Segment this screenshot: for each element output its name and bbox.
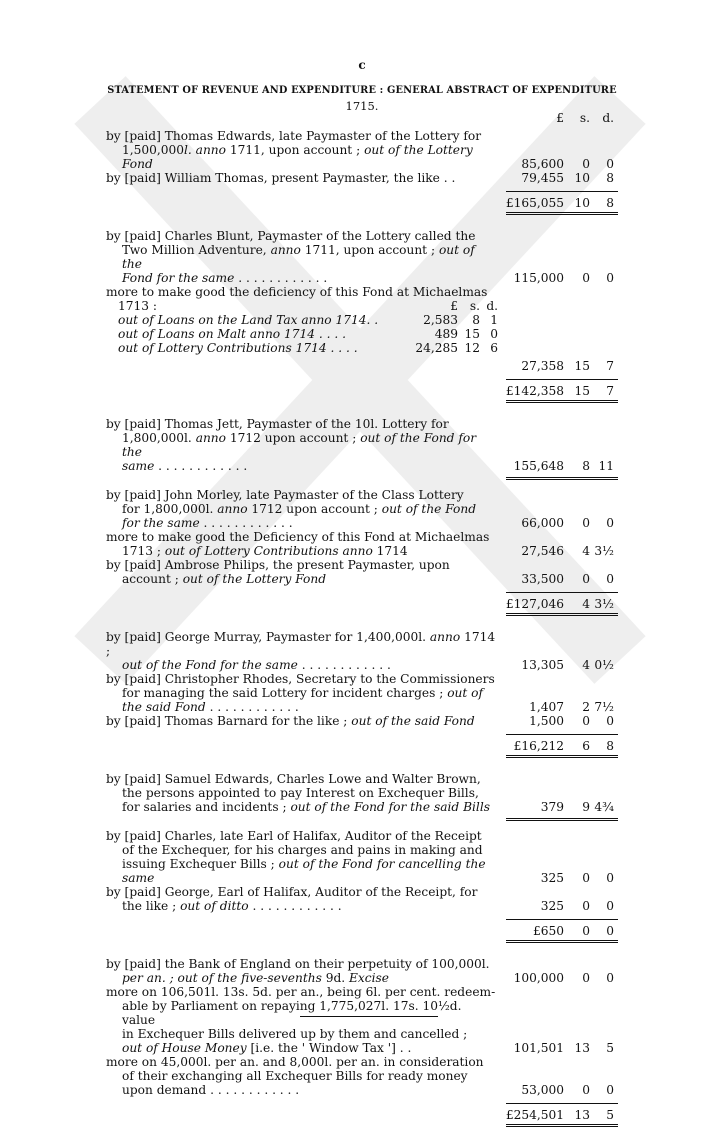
column-header [106,111,618,125]
entry-row: for the same . . . . . . . . . . . . 66,000 0 0 [122,516,614,530]
entry-row: the like ; out of ditto . . . . . . . . . . . . 325 0 0 [122,899,614,913]
entry-row: able by Parliament on repaying 1,775,027l. 17s. 10½d. value [122,999,462,1027]
entry-row: out of House Money [i.e. the ' Window Tax '] . . 101,501 13 5 [122,1041,614,1055]
sub-header: 1713 : £ s. d. [118,299,498,313]
entry-row: more on 106,501l. 13s. 5d. per an., being 6l. per cent. redeem- [106,985,496,999]
entry-row: by [paid] Thomas Barnard for the like ; out of the said Fond 1,500 0 0 [106,714,614,728]
entry-row: of the Exchequer, for his charges and pains in making and [122,843,483,857]
entry-row: 1,500,000l. anno 1711, upon account ; out of the Lottery Fond 85,600 0 0 [122,143,614,171]
entry-row: of their exchanging all Exchequer Bills for ready money [122,1069,468,1083]
end-rule [300,1016,438,1017]
running-heading: STATEMENT OF REVENUE AND EXPENDITURE : GENERAL ABSTRACT OF EXPENDITURE [107,85,617,96]
entry-row: by [paid] William Thomas, present Paymaster, the like . . 79,455 10 8 [106,171,614,185]
col-pence: d. [602,111,614,125]
entry-row: 1713 ; out of Lottery Contributions anno 1714 27,546 4 3½ [122,544,614,558]
document-page [106,58,618,1127]
entry-row: the persons appointed to pay Interest on Exchequer Bills, [122,786,479,800]
entry-row: account ; out of the Lottery Fond 33,500 0 0 [122,572,614,586]
sub-row: out of Loans on the Land Tax anno 1714. . 2,583 8 1 [118,313,498,327]
sub-row: out of Loans on Malt anno 1714 . . . . 489 15 0 [118,327,498,341]
entry-row: Two Million Adventure, anno 1711, upon account ; out of the [122,243,475,271]
block-total: £165,055 10 8 [505,196,614,210]
entry-row: per an. ; out of the five-sevenths 9d. Excise 100,000 0 0 [122,971,614,985]
signature-mark: c [358,58,366,72]
entry-row: for salaries and incidents ; out of the Fond for the said Bills 379 9 4¾ [122,800,614,814]
entry-row: by [paid] Samuel Edwards, Charles Lowe and Walter Brown, [106,772,481,786]
col-pounds: £ [556,111,564,125]
entry-row: out of the Fond for the same . . . . . . . . . . . . 13,305 4 0½ [122,658,614,672]
entry-row: 27,358 15 7 [521,359,614,373]
entry-row: by [paid] the Bank of England on their perpetuity of 100,000l. [106,957,490,971]
entry-row: for 1,800,000l. anno 1712 upon account ; out of the Fond [122,502,477,516]
block-total: £142,358 15 7 [505,384,614,398]
entry-row: by [paid] Ambrose Philips, the present Paymaster, upon [106,558,450,572]
entry-row: more to make good the deficiency of this Fond at Michaelmas [106,285,488,299]
entry-row: the said Fond . . . . . . . . . . . . 1,407 2 7½ [122,700,614,714]
entry-row: in Exchequer Bills delivered up by them and cancelled ; [122,1027,468,1041]
entry-row: Fond for the same . . . . . . . . . . . . 115,000 0 0 [122,271,614,285]
entry-row: more to make good the Deficiency of this Fond at Michaelmas [106,530,490,544]
entry-row: same . . . . . . . . . . . . 155,648 8 11 [122,459,614,473]
entry-row: 1,800,000l. anno 1712 upon account ; out of the Fond for the [122,431,477,459]
entry-row: more on 45,000l. per an. and 8,000l. per an. in consideration [106,1055,484,1069]
entry-row: by [paid] Charles Blunt, Paymaster of the Lottery called the [106,229,476,243]
entry-row: by [paid] Thomas Edwards, late Paymaster of the Lottery for [106,129,482,143]
block-total: £16,212 6 8 [513,739,614,753]
entry-row: issuing Exchequer Bills ; out of the Fond for cancelling the same 325 0 0 [122,857,614,885]
entry-row: by [paid] George, Earl of Halifax, Auditor of the Receipt, for [106,885,478,899]
entry-row: upon demand . . . . . . . . . . . . 53,000 0 0 [122,1083,614,1097]
entry-row: by [paid] John Morley, late Paymaster of the Class Lottery [106,488,464,502]
col-shillings: s. [579,111,590,125]
entry-row: by [paid] Thomas Jett, Paymaster of the 10l. Lottery for [106,417,449,431]
block-total: £254,501 13 5 [505,1108,614,1122]
block-total: £650 0 0 [532,924,614,938]
entry-row: for managing the said Lottery for incident charges ; out of [122,686,484,700]
entry-row: by [paid] Charles, late Earl of Halifax, Auditor of the Receipt [106,829,482,843]
block-total: £127,046 4 3½ [505,597,614,611]
sub-row: out of Lottery Contributions 1714 . . . . 24,285 12 6 [118,341,498,355]
entry-row: by [paid] Christopher Rhodes, Secretary to the Commissioners [106,672,495,686]
year-heading: 1715. [345,99,379,113]
entry-row: by [paid] George Murray, Paymaster for 1,400,000l. anno 1714 ; [106,630,496,658]
